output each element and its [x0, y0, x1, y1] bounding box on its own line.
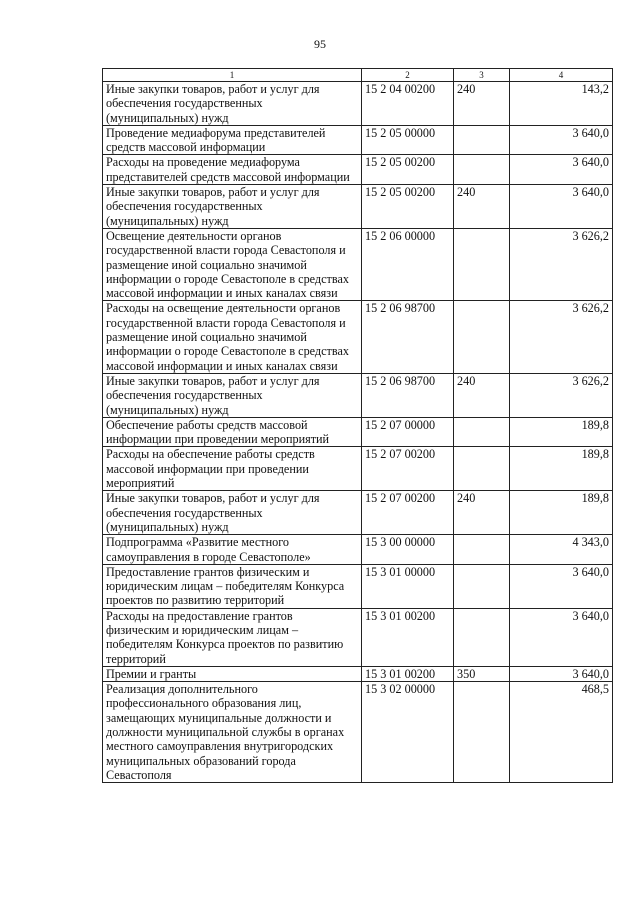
- row-type: 240: [454, 491, 510, 535]
- table-row: [103, 608, 613, 666]
- row-type: [454, 155, 510, 185]
- row-name: Реализация дополнительного профессионального образования лиц, замещающих муниципальные должности и должности муниципальной службы в органах местного самоуправления внутригородских муниципальных образований города Севастополя: [103, 682, 362, 783]
- row-name: Расходы на проведение медиафорума представителей средств массовой информации: [103, 155, 362, 185]
- row-type: 240: [454, 373, 510, 417]
- row-sum: 468,5: [510, 682, 613, 783]
- row-code: 15 3 00 00000: [362, 535, 454, 565]
- row-sum: 3 640,0: [510, 125, 613, 155]
- table-row: [103, 535, 613, 565]
- row-sum: 4 343,0: [510, 535, 613, 565]
- row-type: [454, 447, 510, 491]
- table-row: [103, 185, 613, 229]
- table-header-row: [103, 69, 613, 82]
- row-name: Подпрограмма «Развитие местного самоуправления в городе Севастополе»: [103, 535, 362, 565]
- budget-table: [102, 68, 613, 783]
- row-type: [454, 301, 510, 373]
- column-header-sum: 4: [510, 69, 613, 82]
- row-sum: 189,8: [510, 447, 613, 491]
- row-code: 15 3 01 00200: [362, 608, 454, 666]
- table-row: [103, 682, 613, 783]
- row-code: 15 3 01 00000: [362, 564, 454, 608]
- row-type: [454, 608, 510, 666]
- row-type: 240: [454, 82, 510, 126]
- table-row: [103, 228, 613, 300]
- row-code: 15 3 01 00200: [362, 666, 454, 681]
- row-name: Премии и гранты: [103, 666, 362, 681]
- row-type: 350: [454, 666, 510, 681]
- row-code: 15 2 07 00200: [362, 491, 454, 535]
- row-sum: 3 626,2: [510, 373, 613, 417]
- row-sum: 3 626,2: [510, 228, 613, 300]
- row-code: 15 2 07 00200: [362, 447, 454, 491]
- row-name: Расходы на обеспечение работы средств массовой информации при проведении мероприятий: [103, 447, 362, 491]
- table-row: [103, 447, 613, 491]
- table-row: [103, 82, 613, 126]
- row-code: 15 2 05 00000: [362, 125, 454, 155]
- table-row: [103, 417, 613, 447]
- column-header-name: 1: [103, 69, 362, 82]
- row-type: [454, 228, 510, 300]
- row-code: 15 3 02 00000: [362, 682, 454, 783]
- row-type: [454, 682, 510, 783]
- row-name: Обеспечение работы средств массовой информации при проведении мероприятий: [103, 417, 362, 447]
- row-name: Расходы на предоставление грантов физическим и юридическим лицам – победителям Конкурса проектов по развитию территорий: [103, 608, 362, 666]
- row-type: [454, 564, 510, 608]
- row-type: [454, 417, 510, 447]
- row-name: Иные закупки товаров, работ и услуг для обеспечения государственных (муниципальных) нужд: [103, 185, 362, 229]
- row-sum: 3 640,0: [510, 155, 613, 185]
- row-sum: 3 626,2: [510, 301, 613, 373]
- row-name: Предоставление грантов физическим и юридическим лицам – победителям Конкурса проектов по развитию территорий: [103, 564, 362, 608]
- row-sum: 3 640,0: [510, 608, 613, 666]
- row-type: 240: [454, 185, 510, 229]
- row-code: 15 2 05 00200: [362, 185, 454, 229]
- row-code: 15 2 06 98700: [362, 301, 454, 373]
- row-sum: 3 640,0: [510, 666, 613, 681]
- column-header-code: 2: [362, 69, 454, 82]
- row-name: Освещение деятельности органов государственной власти города Севастополя и размещение иной социально значимой информации о городе Севастополе в средствах массовой информации и иных каналах связи: [103, 228, 362, 300]
- row-code: 15 2 05 00200: [362, 155, 454, 185]
- row-name: Иные закупки товаров, работ и услуг для обеспечения государственных (муниципальных) нужд: [103, 373, 362, 417]
- row-name: Проведение медиафорума представителей средств массовой информации: [103, 125, 362, 155]
- page-number: 95: [314, 37, 326, 51]
- table-row: [103, 491, 613, 535]
- row-code: 15 2 07 00000: [362, 417, 454, 447]
- row-name: Иные закупки товаров, работ и услуг для обеспечения государственных (муниципальных) нужд: [103, 82, 362, 126]
- row-name: Иные закупки товаров, работ и услуг для обеспечения государственных (муниципальных) нужд: [103, 491, 362, 535]
- row-code: 15 2 04 00200: [362, 82, 454, 126]
- row-sum: 143,2: [510, 82, 613, 126]
- table-row: [103, 125, 613, 155]
- column-header-type: 3: [454, 69, 510, 82]
- row-name: Расходы на освещение деятельности органов государственной власти города Севастополя и размещение иной социально значимой информации о городе Севастополе в средствах массовой информации и иных каналах связи: [103, 301, 362, 373]
- row-sum: 3 640,0: [510, 185, 613, 229]
- table-row: [103, 373, 613, 417]
- table-row: [103, 155, 613, 185]
- row-code: 15 2 06 98700: [362, 373, 454, 417]
- table-row: [103, 301, 613, 373]
- row-code: 15 2 06 00000: [362, 228, 454, 300]
- row-sum: 189,8: [510, 417, 613, 447]
- row-type: [454, 535, 510, 565]
- row-type: [454, 125, 510, 155]
- row-sum: 3 640,0: [510, 564, 613, 608]
- row-sum: 189,8: [510, 491, 613, 535]
- table-row: [103, 666, 613, 681]
- table-row: [103, 564, 613, 608]
